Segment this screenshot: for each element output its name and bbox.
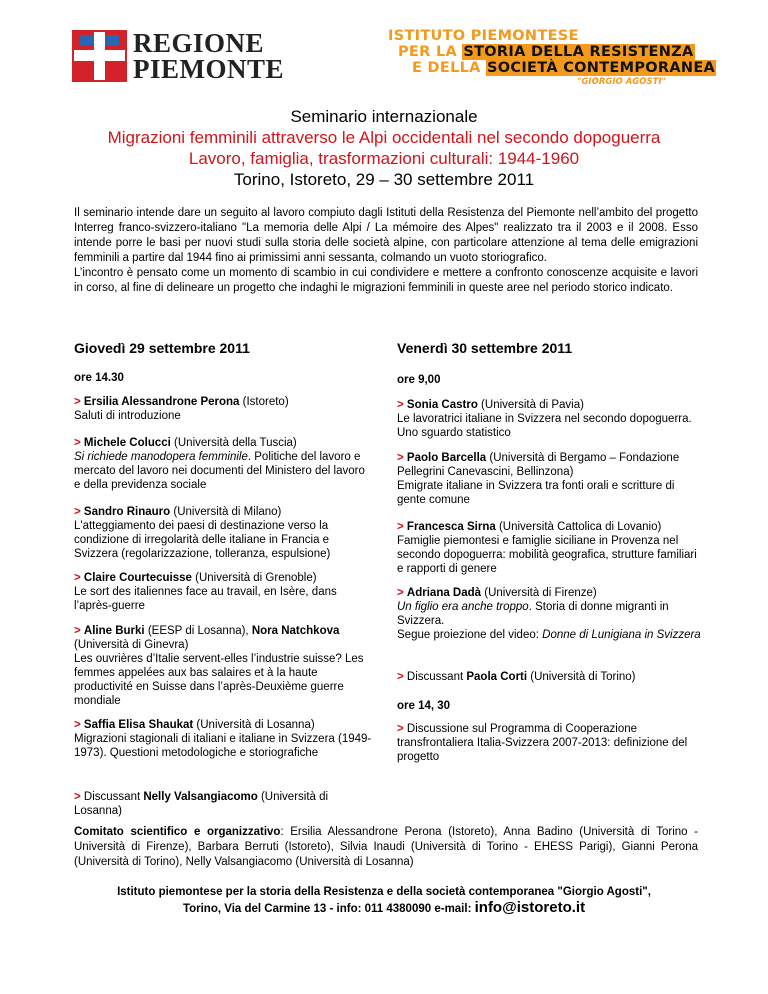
program-item: > Paolo Barcella (Università di Bergamo – Fondazione Pellegrini Canevascini, Bellinzona) Emigrate italiane in Svizzera tra fonti orali e scritture di gente comune [397, 452, 680, 506]
day-heading: Giovedì 29 settembre 2011 [74, 340, 250, 356]
istituto-logo [388, 28, 716, 87]
istituto-logo-line2: PER LA STORIA DELLA RESISTENZA [398, 44, 694, 60]
talk-title: Famiglie piemontesi e famiglie siciliane in Provenza nel secondo dopoguerra: mobilità geografica, strutture familiari e rapporti di genere [397, 535, 697, 575]
talk-title: Le sort des italiennes face au travail, en Isère, dans l’après-guerre [74, 586, 337, 612]
arrow-icon: > [74, 396, 81, 408]
talk-title: L'atteggiamento dei paesi di destinazione verso la condizione di irregolarità delle italiane in Francia e Svizzera (regolarizzazione, tolleranza, espulsione) [74, 520, 331, 560]
speaker-name: Nelly Valsangiacomo [143, 791, 258, 803]
arrow-icon: > [74, 791, 81, 803]
arrow-icon: > [397, 521, 404, 533]
talk-title: . Storia di donne migranti in Svizzera. [397, 601, 669, 627]
program-item [397, 722, 703, 764]
seminar-place-date: Torino, Istoreto, 29 – 30 settembre 2011 [233, 170, 535, 189]
seminar-title: Migrazioni femminili attraverso le Alpi occidentali nel secondo dopoguerra [107, 128, 661, 147]
regione-piemonte-logo [72, 30, 284, 82]
arrow-icon: > [74, 572, 81, 584]
talk-title-italic: Un figlio era anche troppo [397, 601, 529, 613]
speaker-name: Paolo Barcella [406, 452, 487, 464]
program-item: > Adriana Dadà (Università di Firenze) Un figlio era anche troppo. Storia di donne migranti in Svizzera. Segue proiezione del video: Donne di Lunigiana in Svizzera [397, 587, 701, 641]
speaker-name: Paola Corti [466, 671, 528, 683]
program-item: > Aline Burki (EESP di Losanna), Nora Natchkova (Università di Ginevra) Les ouvrières d’Italie servent-elles l’industrie suisse? Les femmes appelées aux bas salaires et à la haute productivité en Suisse dans l’après-Deuxième guerre mondiale [74, 625, 364, 707]
seminar-type: Seminario internazionale [290, 107, 478, 126]
arrow-icon: > [74, 719, 81, 731]
speaker-name: Sonia Castro [406, 399, 478, 411]
committee-label: Comitato scientifico e organizzativo [74, 826, 281, 838]
talk-title: Migrazioni stagionali di italiani e italiane in Svizzera (1949-1973). Questioni metodologiche e storiografiche [74, 733, 372, 759]
talk-title: Les ouvrières d’Italie servent-elles l’industrie suisse? Les femmes appelées aux bas salaires et à la haute productivité en Suisse dans l’après-Deuxième guerre mondiale [74, 653, 364, 707]
session-time: ore 9,00 [397, 374, 441, 386]
speaker-name: Michele Colucci [83, 437, 171, 449]
intro-paragraph: L’incontro è pensato come un momento di scambio in cui condividere e mettere a confronto conoscenze acquisite e lavori in corso, al fine di delineare un progetto che indaghi le migrazioni femminili in queste aree nel periodo storico indicato. [74, 267, 698, 294]
program-item: > Saffia Elisa Shaukat (Università di Losanna) Migrazioni stagionali di italiani e italiane in Svizzera (1949-1973). Questioni metodologiche e storiografiche [74, 719, 372, 759]
arrow-icon: > [74, 437, 81, 449]
speaker-name: Ersilia Alessandrone Perona [83, 396, 240, 408]
speaker-name: Adriana Dadà [406, 587, 482, 599]
program-item: > Sonia Castro (Università di Pavia) Le lavoratrici italiane in Svizzera nel secondo dopoguerra. Uno sguardo statistico [397, 399, 692, 439]
speaker-name: Aline Burki [83, 625, 145, 637]
piemonte-flag-icon [72, 30, 127, 82]
program-item: > Michele Colucci (Università della Tuscia) Si richiede manodopera femminile. Politiche del lavoro e mercato del lavoro nei documenti del Ministero del lavoro e della previdenza sociale [74, 437, 365, 491]
program-item: > Francesca Sirna (Università Cattolica di Lovanio) Famiglie piemontesi e famiglie siciliane in Provenza nel secondo dopoguerra: mobilità geografica, strutture familiari e rapporti di genere [397, 521, 697, 575]
footer [0, 884, 768, 917]
istituto-logo-subtitle: "GIORGIO AGOSTI" [577, 77, 666, 87]
speaker-name: Nora Natchkova [251, 625, 340, 637]
intro-paragraph: Il seminario intende dare un seguito al lavoro compiuto dagli Istituti della Resistenza del Piemonte nell’ambito del progetto Interreg franco-svizzero-italiano "La memoria delle Alpi / La mémoire des Alpes" realizzato tra il 2003 e il 2008. Esso intende porre le basi per nuovi studi sulla storia delle società alpine, con particolare attenzione al tema delle emigrazioni femminili a partire dal 1944 fino ai primissimi anni sessanta, colmando un vuoto storiografico. [74, 207, 698, 264]
program-item-discussant: > Discussant Nelly Valsangiacomo (Università di Losanna) [74, 791, 329, 817]
talk-title-italic: Si richiede manodopera femminile [74, 451, 248, 463]
footer-institute: Istituto piemontese per la storia della Resistenza e della società contemporanea "Giorgio Agosti", [117, 886, 651, 898]
arrow-icon: > [397, 587, 404, 599]
arrow-icon: > [397, 399, 404, 411]
seminar-subtitle: Lavoro, famiglia, trasformazioni culturali: 1944-1960 [188, 149, 580, 168]
footer-contact: Torino, Via del Carmine 13 - info: 011 4380090 e-mail: info@istoreto.it [182, 899, 586, 916]
speaker-name: Saffia Elisa Shaukat [83, 719, 194, 731]
video-title: Donne di Lunigiana in Svizzera [542, 629, 701, 641]
istituto-logo-line3: E DELLA SOCIETÀ CONTEMPORANEA [412, 60, 716, 76]
istituto-logo-line1: ISTITUTO PIEMONTESE [388, 28, 579, 44]
regione-logo-text: REGIONE PIEMONTE [133, 28, 285, 84]
talk-title: . Politiche del lavoro e mercato del lavoro nei documenti del Ministero del lavoro e della previdenza sociale [74, 451, 365, 491]
program-item-discussant: > Discussant Paola Corti (Università di Torino) [397, 671, 636, 683]
arrow-icon: > [74, 506, 81, 518]
talk-title: Discussione sul Programma di Cooperazione transfrontaliera Italia-Svizzera 2007-2013: definizione del progetto [397, 723, 688, 763]
committee-text: Comitato scientifico e organizzativo: Ersilia Alessandrone Perona (Istoreto), Anna Badino (Università di Torino - Università di Firenze), Barbara Berruti (Istoreto), Silvia Inaudi (Università di Torino - EHESS Parigi), Gianni Perona (Università di Torino), Nelly Valsangiacomo (Università di Losanna) [74, 826, 698, 868]
arrow-icon: > [397, 671, 404, 683]
talk-title: Le lavoratrici italiane in Svizzera nel secondo dopoguerra. Uno sguardo statistico [397, 413, 692, 439]
day-heading: Venerdì 30 settembre 2011 [397, 340, 573, 356]
session-time: ore 14.30 [74, 372, 124, 384]
arrow-icon: > [397, 452, 404, 464]
speaker-name: Sandro Rinauro [83, 506, 171, 518]
talk-title: Saluti di introduzione [74, 410, 181, 422]
speaker-name: Francesca Sirna [406, 521, 496, 533]
arrow-icon: > [397, 723, 404, 735]
arrow-icon: > [74, 625, 81, 637]
talk-title: Emigrate italiane in Svizzera tra fonti orali e scritture di gente comune [397, 480, 675, 506]
intro-text [74, 206, 698, 296]
program-item: > Claire Courtecuisse (Università di Grenoble) Le sort des italiennes face au travail, en Isère, dans l’après-guerre [74, 572, 337, 612]
email-link[interactable]: info@istoreto.it [474, 899, 586, 916]
title-block [0, 106, 768, 190]
session-time: ore 14, 30 [397, 700, 451, 712]
speaker-name: Claire Courtecuisse [83, 572, 192, 584]
program-item: > Ersilia Alessandrone Perona (Istoreto) Saluti di introduzione [74, 396, 289, 422]
program-item: > Sandro Rinauro (Università di Milano) L'atteggiamento dei paesi di destinazione verso la condizione di irregolarità delle italiane in Francia e Svizzera (regolarizzazione, tolleranza, espulsione) [74, 506, 331, 560]
